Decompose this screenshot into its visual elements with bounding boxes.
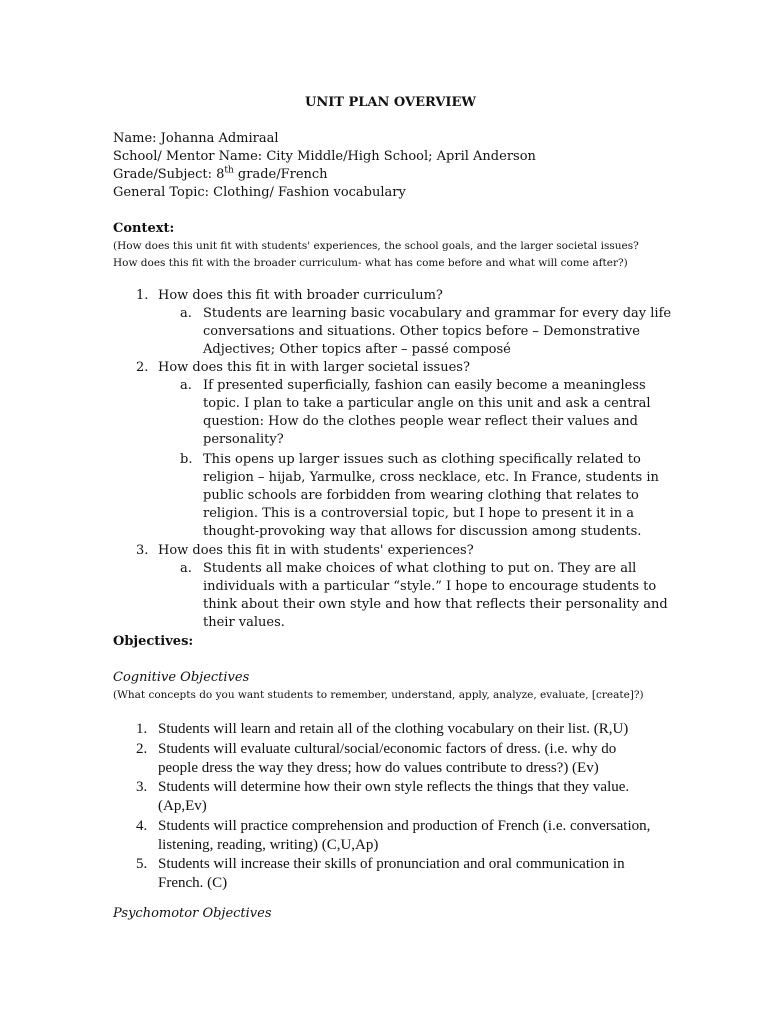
question-3-number: 3. [136, 543, 149, 558]
answer-1a-line: Adjectives; Other topics after – passé composé [203, 342, 511, 357]
answer-2a-line: personality? [203, 432, 284, 447]
answer-2a-line: If presented superficially, fashion can easily become a meaningless [203, 378, 646, 393]
context-note-2: How does this fit with the broader curriculum- what has come before and what will come after?) [113, 257, 628, 269]
grade-suffix: grade/French [233, 167, 328, 182]
answer-2b-line: religion – hijab, Yarmulke, cross necklace, etc. In France, students in [203, 470, 659, 485]
cognitive-objectives-note: (What concepts do you want students to remember, understand, apply, analyze, evaluate, [create]?) [113, 689, 644, 701]
answer-1a-line: conversations and situations. Other topics before – Demonstrative [203, 324, 640, 339]
question-3-text: How does this fit in with students' experiences? [158, 543, 474, 558]
topic-line: General Topic: Clothing/ Fashion vocabulary [113, 185, 406, 200]
objective-4-line: listening, reading, writing) (C,U,Ap) [158, 837, 379, 853]
answer-3a-line: Students all make choices of what clothing to put on. They are all [203, 561, 637, 576]
answer-2a-line: topic. I plan to take a particular angle on this unit and ask a central [203, 396, 651, 411]
answer-2b-line: thought-provoking way that allows for discussion among students. [203, 524, 642, 539]
grade-superscript: th [224, 165, 234, 176]
objective-1-number: 1. [136, 721, 148, 737]
question-1-number: 1. [136, 288, 149, 303]
objective-2-line: people dress the way they dress; how do values contribute to dress?) (Ev) [158, 760, 599, 776]
objective-1-line: Students will learn and retain all of the clothing vocabulary on their list. (R,U) [158, 721, 629, 737]
answer-3a-line: think about their own style and how that reflects their personality and [203, 597, 668, 612]
objective-5-line: French. (C) [158, 875, 228, 891]
objective-3-number: 3. [136, 779, 148, 795]
objective-4-line: Students will practice comprehension and production of French (i.e. conversation, [158, 818, 651, 834]
objective-3-line: Students will determine how their own style reflects the things that they value. [158, 779, 630, 795]
answer-3a-letter: a. [180, 561, 192, 576]
objective-5-line: Students will increase their skills of pronunciation and oral communication in [158, 856, 625, 872]
answer-1a-letter: a. [180, 306, 192, 321]
answer-2b-line: religion. This is a controversial topic, but I hope to present it in a [203, 506, 635, 521]
answer-3a-line: their values. [203, 615, 285, 630]
answer-3a-line: individuals with a particular “style.” I hope to encourage students to [203, 579, 657, 594]
school-line: School/ Mentor Name: City Middle/High School; April Anderson [113, 149, 536, 164]
question-2-number: 2. [136, 360, 149, 375]
psychomotor-objectives-heading: Psychomotor Objectives [113, 906, 272, 921]
objective-2-line: Students will evaluate cultural/social/economic factors of dress. (i.e. why do [158, 741, 617, 757]
answer-2b-letter: b. [180, 452, 193, 467]
context-note-1: (How does this unit fit with students' experiences, the school goals, and the larger societal issues? [113, 240, 639, 252]
objective-3-line: (Ap,Ev) [158, 798, 207, 814]
answer-2b-line: public schools are forbidden from wearing clothing that relates to [203, 488, 639, 503]
objective-2-number: 2. [136, 741, 148, 757]
grade-prefix: Grade/Subject: 8 [113, 167, 225, 182]
cognitive-objectives-heading: Cognitive Objectives [113, 670, 250, 685]
objectives-heading: Objectives: [113, 634, 194, 649]
question-2-text: How does this fit in with larger societal issues? [158, 360, 470, 375]
objective-4-number: 4. [136, 818, 148, 834]
answer-2a-line: question: How do the clothes people wear reflect their values and [203, 414, 638, 429]
document-title: UNIT PLAN OVERVIEW [305, 95, 477, 110]
answer-2b-line: This opens up larger issues such as clothing specifically related to [203, 452, 641, 467]
objective-5-number: 5. [136, 856, 148, 872]
context-heading: Context: [113, 221, 175, 236]
grade-line [113, 166, 328, 184]
answer-2a-letter: a. [180, 378, 192, 393]
question-1-text: How does this fit with broader curriculum? [158, 288, 443, 303]
name-line: Name: Johanna Admiraal [113, 131, 279, 146]
answer-1a-line: Students are learning basic vocabulary and grammar for every day life [203, 306, 672, 321]
